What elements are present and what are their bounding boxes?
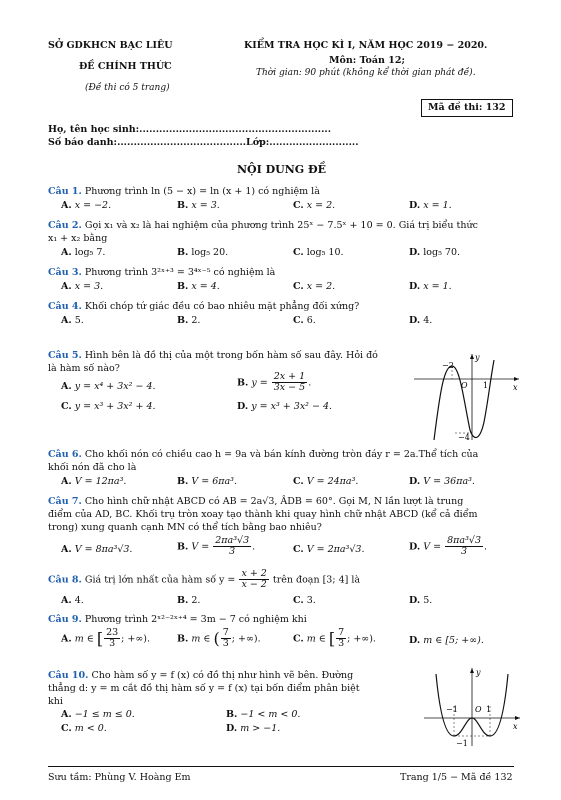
q6-option-b: B. V = 6πa³. (177, 476, 238, 487)
q5-option-a: A. y = x⁴ + 3x² − 4. (61, 381, 156, 392)
q10-option-d: D. m > −1. (226, 723, 281, 734)
q5-label-y: y (475, 353, 480, 362)
question-7-line2: điểm của AD, BC. Khối trụ tròn xoay tạo thành khi quay hình chữ nhật ABCD (kể cả điểm (48, 509, 478, 520)
q7-option-a: A. V = 8πa³√3. (61, 544, 133, 555)
official-label: ĐỀ CHÍNH THỨC (79, 61, 172, 72)
q2-option-a: A. log₅ 7. (61, 247, 106, 258)
q5-option-b: B. y = $\frac{2x + 1}{3x - 5}$ . (237, 371, 312, 394)
q6-option-c: C. V = 24πa³. (293, 476, 359, 487)
footer-rule (48, 766, 514, 767)
q3-option-d: D. x = 1. (409, 281, 452, 292)
q10-label-one: 1 (486, 705, 492, 714)
exam-title: KIỂM TRA HỌC KÌ I, NĂM HỌC 2019 − 2020. (244, 40, 488, 51)
q7-option-d: D. V = $\frac{\text{8πa³√3}}{3}$ . (409, 535, 488, 558)
q4-option-b: B. 2. (177, 315, 201, 326)
q8-option-c: C. 3. (293, 595, 316, 606)
footer-page: Trang 1/5 − Mã đề 132 (400, 772, 513, 783)
q6-option-a: A. V = 12πa³. (61, 476, 127, 487)
q3-option-c: C. x = 2. (293, 281, 336, 292)
question-6: Câu 6. Cho khối nón có chiều cao h = 9a và bán kính đường tròn đáy r = 2a.Thể tích của (48, 449, 479, 460)
q5-label-neg2: −2 (442, 361, 454, 370)
q5-label-neg4: −4 (458, 433, 470, 442)
question-7: Câu 7. Cho hình chữ nhật ABCD có AB = 2a√3, ÂDB = 60°. Gọi M, N lần lượt là trung (48, 496, 464, 507)
q7-option-c: C. V = 2πa³√3. (293, 544, 365, 555)
footer-credit: Sưu tầm: Phùng V. Hoàng Em (48, 772, 191, 783)
question-1: Câu 1. Phương trình ln (5 − x) = ln (x + 1) có nghiệm là (48, 186, 320, 197)
question-5-line2: là hàm số nào? (48, 363, 120, 374)
q5-label-x: x (513, 383, 518, 392)
exam-time: Thời gian: 90 phút (không kể thời gian phát đề). (256, 68, 476, 78)
q5-graph (414, 352, 524, 442)
q5-label-one: 1 (483, 381, 489, 390)
q3-option-b: B. x = 4. (177, 281, 220, 292)
student-id-field: Số báo danh:.......................................Lớp:........................... (48, 137, 359, 148)
q10-label-x: x (513, 722, 518, 731)
q10-label-origin: O (475, 705, 482, 714)
q9-option-c: C. m ∈ [ $\frac{7}{3}$ ; +∞). (293, 627, 376, 650)
q1-option-d: D. x = 1. (409, 200, 452, 211)
question-5: Câu 5. Hình bên là đồ thị của một trong bốn hàm số sau đây. Hỏi đó (48, 350, 378, 361)
q10-label-y: y (476, 668, 481, 677)
subject: Môn: Toán 12; (329, 55, 405, 66)
question-2: Câu 2. Gọi x₁ và x₂ là hai nghiệm của phương trình 25ˣ − 7.5ˣ + 10 = 0. Giá trị biểu thức (48, 220, 478, 231)
q10-option-a: A. −1 ≤ m ≤ 0. (61, 709, 135, 720)
q8-option-d: D. 5. (409, 595, 433, 606)
student-name-field: Họ, tên học sinh:.......................................................... (48, 124, 332, 135)
page-count: (Đề thi có 5 trang) (85, 83, 170, 93)
question-7-line3: trong) xung quanh cạnh MN có thể tích bằng bao nhiêu? (48, 522, 322, 533)
department-name: SỞ GDKHCN BẠC LIÊU (48, 40, 173, 51)
q10-option-b: B. −1 < m < 0. (226, 709, 301, 720)
q10-option-c: C. m < 0. (61, 723, 107, 734)
question-10: Câu 10. Cho hàm số y = f (x) có đồ thị như hình vẽ bên. Đường (48, 670, 354, 681)
q9-option-a: A. m ∈ [ $\frac{23}{3}$ ; +∞). (61, 627, 150, 650)
q10-graph (422, 666, 522, 748)
question-4: Câu 4. Khối chóp tứ giác đều có bao nhiêu mặt phẳng đối xứng? (48, 301, 360, 312)
q9-option-b: B. m ∈ ( $\frac{7}{3}$ ; +∞). (177, 627, 261, 650)
q4-option-c: C. 6. (293, 315, 316, 326)
q10-label-neg1-x: −1 (446, 705, 458, 714)
section-title: NỘI DUNG ĐỀ (237, 163, 327, 176)
q7-option-b: B. V = $\frac{\text{2πa³√3}}{3}$ . (177, 535, 256, 558)
question-2-line2: x₁ + x₂ bằng (48, 233, 108, 244)
q1-option-a: A. x = −2. (61, 200, 112, 211)
question-10-line2: thẳng d: y = m cắt đồ thị hàm số y = f (x) tại bốn điểm phân biệt (48, 683, 360, 694)
question-10-line3: khi (48, 696, 63, 707)
question-9: Câu 9. Phương trình 2ˣ²⁻²ˣ⁺⁴ = 3m − 7 có nghiệm khi (48, 614, 307, 625)
q3-option-a: A. x = 3. (61, 281, 104, 292)
question-6-line2: khối nón đã cho là (48, 462, 137, 473)
q8-option-b: B. 2. (177, 595, 201, 606)
exam-code-box: Mã đề thi: 132 (421, 99, 513, 117)
q2-option-c: C. log₅ 10. (293, 247, 344, 258)
q5-option-d: D. y = x³ + 3x² − 4. (237, 401, 333, 412)
q5-option-c: C. y = x³ + 3x² + 4. (61, 401, 156, 412)
q1-option-b: B. x = 3. (177, 200, 220, 211)
q4-option-d: D. 4. (409, 315, 433, 326)
q2-option-b: B. log₅ 20. (177, 247, 229, 258)
q10-label-neg1-y: −1 (456, 739, 468, 748)
q9-option-d: D. m ∈ [5; +∞). (409, 635, 484, 646)
q6-option-d: D. V = 36πa³. (409, 476, 475, 487)
q2-option-d: D. log₅ 70. (409, 247, 461, 258)
q1-option-c: C. x = 2. (293, 200, 336, 211)
question-3: Câu 3. Phương trình 3²ˣ⁺³ = 3⁴ˣ⁻⁵ có nghiệm là (48, 267, 276, 278)
q8-option-a: A. 4. (61, 595, 84, 606)
q5-label-origin: O (461, 381, 468, 390)
question-8: Câu 8. Giá trị lớn nhất của hàm số y = $\frac{x + 2}{x - 2}$ trên đoạn [3; 4] là (48, 568, 361, 591)
q4-option-a: A. 5. (61, 315, 84, 326)
